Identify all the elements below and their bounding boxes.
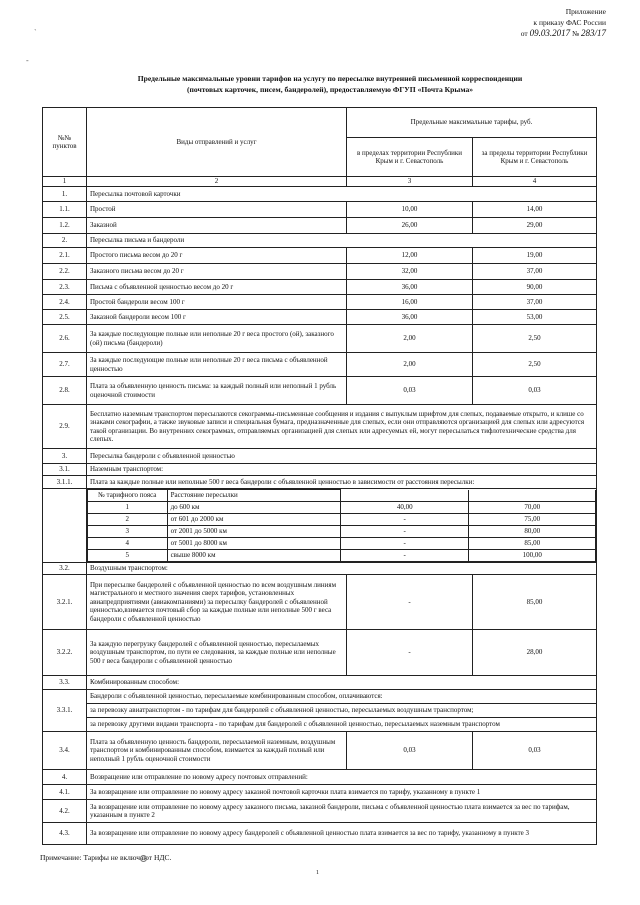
tariff-within-crimea: 0,03 bbox=[347, 377, 473, 405]
tariff-outside-crimea: 19,00 bbox=[473, 248, 597, 264]
zone-row bbox=[88, 514, 596, 526]
row-description: Воздушным транспортом: bbox=[87, 563, 597, 575]
title-line-2: (почтовых карточек, писем, бандеролей), предоставляемую ФГУП «Почта Крыма» bbox=[186, 85, 474, 94]
table-row bbox=[43, 732, 597, 770]
table-header-row bbox=[43, 108, 597, 138]
zone-tariff-within-crimea: - bbox=[340, 550, 469, 562]
description-line: за перевозку другими видами транспорта - по тарифам для бандеролей с объявленной ценностью, пересылаемых наземным транспортом bbox=[90, 720, 500, 728]
tariff-within-crimea: 0,03 bbox=[347, 732, 473, 770]
order-date: 09.03.2017 bbox=[529, 28, 571, 38]
row-description: За каждые последующие полные или неполные 20 г веса письма с объявленной ценностью bbox=[87, 353, 347, 377]
tariff-within-crimea: 16,00 bbox=[347, 295, 473, 310]
table-row bbox=[43, 234, 597, 248]
row-number: 2.7. bbox=[43, 353, 87, 377]
table-row bbox=[43, 464, 597, 476]
zone-distance: от 601 до 2000 км bbox=[167, 514, 340, 526]
row-description: При пересылке бандеролей с объявленной ценностью по всем воздушным линиям магистрального и местного значения сверх тарифов, установленных авиапредприятиями (авиакомпаниями) за пересылку бандеролей с объявленной ценностью,взимается почтовый сбор за каждые полные или неполные 500 г веса бандероли с объявленной ценностью bbox=[87, 575, 347, 630]
table-row bbox=[43, 325, 597, 353]
zone-header-empty bbox=[340, 490, 469, 502]
zone-table-cell bbox=[87, 489, 597, 563]
column-index-row bbox=[43, 177, 597, 187]
row-number: 2.3. bbox=[43, 280, 87, 295]
zone-header-number: № тарифного пояса bbox=[88, 490, 168, 502]
table-row bbox=[43, 575, 597, 630]
tariff-outside-crimea: 14,00 bbox=[473, 202, 597, 218]
col-header-outside-crimea: за пределы территории Республики Крым и г. Севастополь bbox=[473, 138, 597, 177]
row-number: 4.3. bbox=[43, 823, 87, 845]
row-number: 1. bbox=[43, 187, 87, 202]
zone-tariff-within-crimea: - bbox=[340, 538, 469, 550]
row-description: Простой bbox=[87, 202, 347, 218]
scan-artifact bbox=[140, 855, 147, 862]
tariff-zone-table bbox=[87, 489, 596, 562]
tariff-outside-crimea: 37,00 bbox=[473, 295, 597, 310]
row-description: Пересылка письма и бандероли bbox=[87, 234, 597, 248]
zone-table-row bbox=[43, 489, 597, 563]
row-description: За каждую перегрузку бандеролей с объявленной ценностью, пересылаемых воздушным транспортом, по пути ее следования, за каждые полные или неполные 500 г веса бандероли с объявленной ценностью bbox=[87, 630, 347, 676]
table-row bbox=[43, 295, 597, 310]
row-description: Заказной бандероли весом 100 г bbox=[87, 310, 347, 325]
zone-tariff-outside-crimea: 75,00 bbox=[469, 514, 596, 526]
row-number: 3.1. bbox=[43, 464, 87, 476]
table-row bbox=[43, 353, 597, 377]
row-number: 3.2.1. bbox=[43, 575, 87, 630]
zone-row bbox=[88, 526, 596, 538]
zone-header-empty bbox=[469, 490, 596, 502]
row-number: 3.1.1. bbox=[43, 476, 87, 489]
row-number: 4.2. bbox=[43, 800, 87, 823]
row-number: 3.4. bbox=[43, 732, 87, 770]
order-reference: к приказу ФАС России bbox=[533, 18, 606, 27]
tariff-within-crimea: 36,00 bbox=[347, 310, 473, 325]
zone-header-row bbox=[88, 490, 596, 502]
row-number: 1.1. bbox=[43, 202, 87, 218]
tariff-table bbox=[42, 107, 597, 845]
table-row bbox=[43, 280, 597, 295]
tariff-outside-crimea: 90,00 bbox=[473, 280, 597, 295]
description-line: Бандероли с объявленной ценностью, пересылаемые комбинированным способом, оплачиваются: bbox=[87, 690, 596, 704]
zone-tariff-outside-crimea: 100,00 bbox=[469, 550, 596, 562]
table-row bbox=[43, 248, 597, 264]
tariff-within-crimea: 12,00 bbox=[347, 248, 473, 264]
row-description: Бесплатно наземным транспортом пересылаются секограммы-письменные сообщения и издания с выпуклым шрифтом для слепых, подаваемые открыто, и клише со знаками секографии, а также звуковые записи и специальная бумага, предназначенные для слепых, если они отправляются организацией для слепых или адресуются такой организации. Во внутренних секограммах, отправляемых организацией для слепых или адресуемых ей, могут пересылаться тифлотехнические средства для слепых. bbox=[87, 405, 597, 449]
table-row bbox=[43, 405, 597, 449]
zone-tariff-outside-crimea: 80,00 bbox=[469, 526, 596, 538]
row-number: 3.3. bbox=[43, 676, 87, 690]
row-description: Плата за объявленную ценность бандероли, пересылаемой наземным, воздушным транспортом и комбинированным способом, взимается за каждый полный или неполный 1 рубль оценочной стоимости bbox=[87, 732, 347, 770]
tariff-outside-crimea: 0,03 bbox=[473, 732, 597, 770]
col-header-tariffs: Предельные максимальные тарифы, руб. bbox=[347, 108, 597, 138]
column-index-cell: 1 bbox=[43, 177, 87, 187]
tariff-within-crimea: 10,00 bbox=[347, 202, 473, 218]
row-number: 2.4. bbox=[43, 295, 87, 310]
tariff-within-crimea: 26,00 bbox=[347, 218, 473, 234]
document-title bbox=[70, 73, 590, 95]
appendix-block bbox=[446, 6, 606, 39]
tariff-outside-crimea: 29,00 bbox=[473, 218, 597, 234]
row-number-empty bbox=[43, 489, 87, 563]
zone-number: 3 bbox=[88, 526, 168, 538]
table-row bbox=[43, 310, 597, 325]
order-date-prefix: от bbox=[520, 29, 528, 38]
tariff-outside-crimea: 2,50 bbox=[473, 325, 597, 353]
col-header-number: №№ пунктов bbox=[43, 108, 87, 177]
row-number: 4. bbox=[43, 770, 87, 785]
row-description: Заказного письма весом до 20 г bbox=[87, 264, 347, 280]
zone-number: 5 bbox=[88, 550, 168, 562]
row-number: 2.6. bbox=[43, 325, 87, 353]
col-header-within-crimea: в пределах территории Республики Крым и г. Севастополь bbox=[347, 138, 473, 177]
tariff-within-crimea: - bbox=[347, 575, 473, 630]
zone-distance: свыше 8000 км bbox=[167, 550, 340, 562]
zone-tariff-within-crimea: - bbox=[340, 526, 469, 538]
column-index-cell: 2 bbox=[87, 177, 347, 187]
table-row bbox=[43, 800, 597, 823]
footnote: Примечание: Тарифы не включают НДС. bbox=[40, 853, 172, 862]
row-description: Возвращение или отправление по новому адресу почтовых отправлений: bbox=[87, 770, 597, 785]
table-row bbox=[43, 377, 597, 405]
row-description: Пересылка почтовой карточки bbox=[87, 187, 597, 202]
row-description: Пересылка бандероли с объявленной ценностью bbox=[87, 449, 597, 464]
row-description: За возвращение или отправление по новому адресу заказного письма, заказной бандероли, письма с объявленной ценностью плата взимается за вес по тарифам, указанным в пункте 2 bbox=[87, 800, 597, 823]
scan-mark: - bbox=[26, 56, 29, 65]
row-description: Наземным транспортом: bbox=[87, 464, 597, 476]
zone-row bbox=[88, 502, 596, 514]
tariff-outside-crimea: 53,00 bbox=[473, 310, 597, 325]
order-number-sign: № bbox=[571, 29, 580, 38]
table-row bbox=[43, 218, 597, 234]
table-row bbox=[43, 690, 597, 732]
row-number: 2.9. bbox=[43, 405, 87, 449]
zone-header-distance: Расстояние пересылки bbox=[167, 490, 340, 502]
tariff-within-crimea: 32,00 bbox=[347, 264, 473, 280]
row-number: 3.2. bbox=[43, 563, 87, 575]
table-row bbox=[43, 202, 597, 218]
row-description: Плата за каждые полные или неполные 500 г веса бандероли с объявленной ценностью в зависимости от расстояния пересылки: bbox=[87, 476, 597, 489]
tariff-outside-crimea: 85,00 bbox=[473, 575, 597, 630]
tariff-outside-crimea: 2,50 bbox=[473, 353, 597, 377]
tariff-within-crimea: 36,00 bbox=[347, 280, 473, 295]
order-number: 283/17 bbox=[580, 28, 606, 38]
row-number: 2.8. bbox=[43, 377, 87, 405]
table-row bbox=[43, 785, 597, 800]
zone-number: 1 bbox=[88, 502, 168, 514]
zone-tariff-outside-crimea: 70,00 bbox=[469, 502, 596, 514]
row-number: 2.5. bbox=[43, 310, 87, 325]
row-number: 3.3.1. bbox=[43, 690, 87, 732]
row-number: 2.2. bbox=[43, 264, 87, 280]
row-description: Заказной bbox=[87, 218, 347, 234]
scan-mark: ` bbox=[34, 28, 37, 37]
column-index-cell: 4 bbox=[473, 177, 597, 187]
tariff-outside-crimea: 37,00 bbox=[473, 264, 597, 280]
table-row bbox=[43, 676, 597, 690]
tariff-outside-crimea: 28,00 bbox=[473, 630, 597, 676]
tariff-within-crimea: 2,00 bbox=[347, 353, 473, 377]
row-number: 4.1. bbox=[43, 785, 87, 800]
tariff-within-crimea: - bbox=[347, 630, 473, 676]
title-line-1: Предельные максимальные уровни тарифов на услугу по пересылке внутренней письменной корреспонденции bbox=[137, 74, 523, 83]
col-header-type: Виды отправлений и услуг bbox=[87, 108, 347, 177]
column-index-cell: 3 bbox=[347, 177, 473, 187]
row-description: За возвращение или отправление по новому адресу бандеролей с объявленной ценностью плата взимается за вес по тарифу, указанному в пункте 3 bbox=[87, 823, 597, 845]
page-number: 1 bbox=[316, 870, 319, 876]
row-number: 3. bbox=[43, 449, 87, 464]
row-number: 3.2.2. bbox=[43, 630, 87, 676]
description-line: за перевозку авиатранспортом - по тарифам для бандеролей с объявленной ценностью, пересылаемых воздушным транспортом; bbox=[87, 704, 596, 718]
table-row bbox=[43, 563, 597, 575]
row-description: За возвращение или отправление по новому адресу заказной почтовой карточки плата взимается по тарифу, указанному в пункте 1 bbox=[87, 785, 597, 800]
row-description: Письма с объявленной ценностью весом до 20 г bbox=[87, 280, 347, 295]
zone-distance: от 5001 до 8000 км bbox=[167, 538, 340, 550]
row-description: Плата за объявленную ценность письма: за каждый полный или неполный 1 рубль оценочной стоимости bbox=[87, 377, 347, 405]
tariff-within-crimea: 2,00 bbox=[347, 325, 473, 353]
table-row bbox=[43, 264, 597, 280]
row-description: За каждые последующие полные или неполные 20 г веса простого (ой), заказного (ой) письма (бандероли) bbox=[87, 325, 347, 353]
table-row bbox=[43, 630, 597, 676]
tariff-outside-crimea: 0,03 bbox=[473, 377, 597, 405]
zone-row bbox=[88, 538, 596, 550]
zone-row bbox=[88, 550, 596, 562]
row-description: Комбинированным способом: bbox=[87, 676, 597, 690]
table-row bbox=[43, 823, 597, 845]
zone-tariff-within-crimea: 40,00 bbox=[340, 502, 469, 514]
row-number: 2. bbox=[43, 234, 87, 248]
table-row bbox=[43, 449, 597, 464]
appendix-label: Приложение bbox=[565, 7, 606, 16]
row-number: 1.2. bbox=[43, 218, 87, 234]
table-row bbox=[43, 476, 597, 489]
order-date-number bbox=[446, 28, 606, 39]
row-description: Простой бандероли весом 100 г bbox=[87, 295, 347, 310]
zone-number: 2 bbox=[88, 514, 168, 526]
zone-distance: до 600 км bbox=[167, 502, 340, 514]
row-description bbox=[87, 690, 597, 732]
zone-tariff-within-crimea: - bbox=[340, 514, 469, 526]
row-number: 2.1. bbox=[43, 248, 87, 264]
zone-number: 4 bbox=[88, 538, 168, 550]
zone-distance: от 2001 до 5000 км bbox=[167, 526, 340, 538]
row-description: Простого письма весом до 20 г bbox=[87, 248, 347, 264]
zone-tariff-outside-crimea: 85,00 bbox=[469, 538, 596, 550]
table-row bbox=[43, 187, 597, 202]
table-row bbox=[43, 770, 597, 785]
